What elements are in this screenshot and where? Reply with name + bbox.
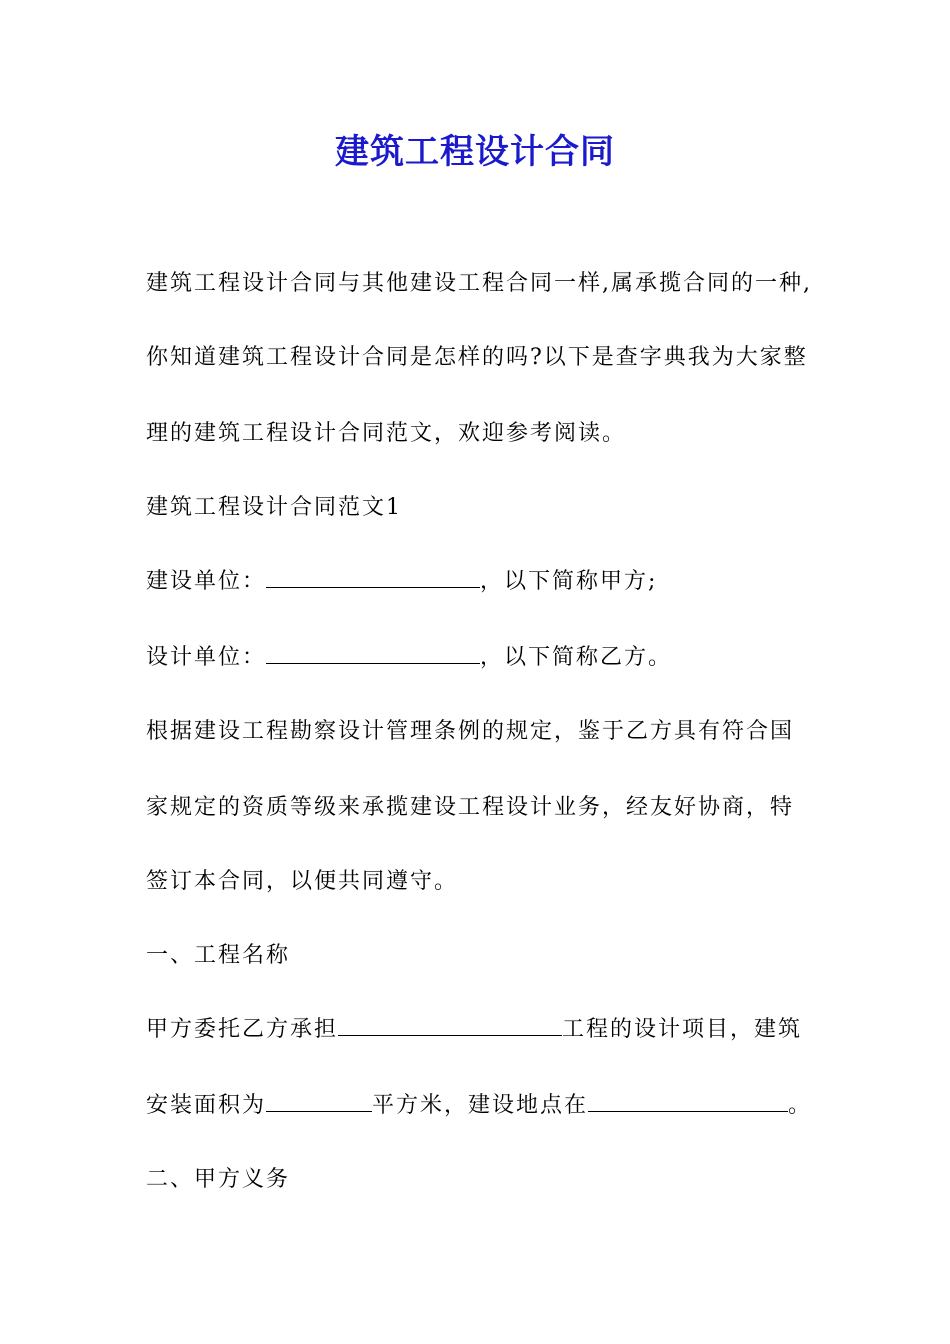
- design-unit-label: 设计单位：: [146, 645, 267, 670]
- project-name-blank[interactable]: [338, 1015, 562, 1036]
- location-label: 平方米，建设地点在: [372, 1093, 589, 1118]
- construction-unit-suffix: ，以下简称甲方;: [480, 569, 658, 594]
- construction-unit-label: 建设单位：: [146, 569, 267, 594]
- document-title: 建筑工程设计合同: [335, 132, 615, 172]
- project-entrust-label: 甲方委托乙方承担: [146, 1017, 339, 1042]
- design-unit-blank[interactable]: [266, 643, 480, 664]
- location-blank[interactable]: [588, 1091, 788, 1112]
- section-heading-party-a-obligations: 二、甲方义务: [146, 1167, 291, 1192]
- paragraph-line-8: 家规定的资质等级来承揽建设工程设计业务，经友好协商，特: [146, 795, 795, 820]
- project-entrust-line: [146, 1014, 802, 1046]
- area-label: 安装面积为: [146, 1093, 267, 1118]
- construction-unit-line: [146, 566, 657, 598]
- section-heading-sample-1: 建筑工程设计合同范文1: [146, 495, 402, 520]
- construction-unit-blank[interactable]: [266, 567, 480, 588]
- paragraph-line-2: 你知道建筑工程设计合同是怎样的吗?以下是查字典我为大家整: [146, 345, 808, 370]
- paragraph-line-1: 建筑工程设计合同与其他建设工程合同一样,属承揽合同的一种,: [146, 271, 812, 296]
- project-entrust-suffix: 工程的设计项目，建筑: [562, 1017, 803, 1042]
- design-unit-suffix: ，以下简称乙方。: [480, 645, 673, 670]
- area-blank[interactable]: [266, 1091, 372, 1112]
- project-area-line: [146, 1090, 812, 1122]
- location-suffix: 。: [788, 1093, 813, 1118]
- design-unit-line: [146, 642, 672, 674]
- section-heading-project-name: 一、工程名称: [146, 943, 291, 968]
- paragraph-line-3: 理的建筑工程设计合同范文，欢迎参考阅读。: [146, 421, 627, 446]
- paragraph-line-7: 根据建设工程勘察设计管理条例的规定，鉴于乙方具有符合国: [146, 719, 795, 744]
- paragraph-line-9: 签订本合同，以便共同遵守。: [146, 869, 459, 894]
